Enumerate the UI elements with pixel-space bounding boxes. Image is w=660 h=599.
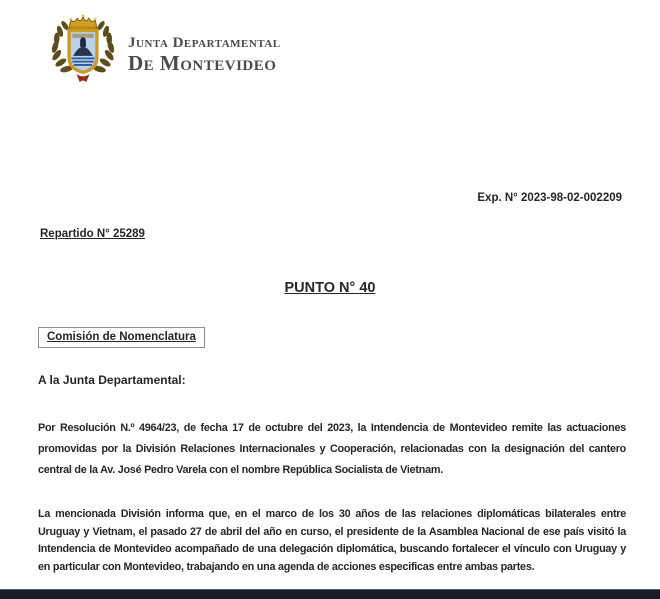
- shield: [69, 31, 97, 73]
- bottom-edge-band: [0, 589, 660, 599]
- comision-box: Comisión de Nomenclatura: [38, 327, 205, 348]
- body-paragraph-1: Por Resolución N.º 4964/23, de fecha 17 de octubre del 2023, la Intendencia de Montevideo remite las actuaciones promovidas por la División Relaciones Internacionales y Cooperación, relacionadas con la designación del cantero central de la Av. José Pedro Varela con el nombre República Socialista de Vietnam.: [38, 422, 626, 476]
- salutation: A la Junta Departamental:: [38, 373, 186, 387]
- body-paragraph-2: La mencionada División informa que, en el marco de los 30 años de las relaciones diplomáticas bilaterales entre Uruguay y Vietnam, el pasado 27 de abril del año en curso, el presidente de la Asamblea Nacional de ese país visitó la Intendencia de Montevideo acompañado de una delegación diplomática, buscando fortalecer el vínculo con Uruguay y en particular con Montevideo, trabajando en una agenda de acciones especificas entre ambas partes.: [38, 508, 626, 573]
- crown: [69, 14, 97, 29]
- org-wordmark: [128, 36, 281, 74]
- org-name-line2: De Montevideo: [128, 50, 277, 75]
- montevideo-coat-of-arms-icon: [42, 10, 124, 92]
- punto-heading-text: PUNTO N° 40: [284, 280, 376, 296]
- expediente-number: Exp. N° 2023-98-02-002209: [477, 192, 622, 204]
- org-name-line1: Junta Departamental: [128, 35, 281, 51]
- punto-heading: [0, 280, 660, 296]
- repartido-number: Repartido N° 25289: [40, 228, 145, 240]
